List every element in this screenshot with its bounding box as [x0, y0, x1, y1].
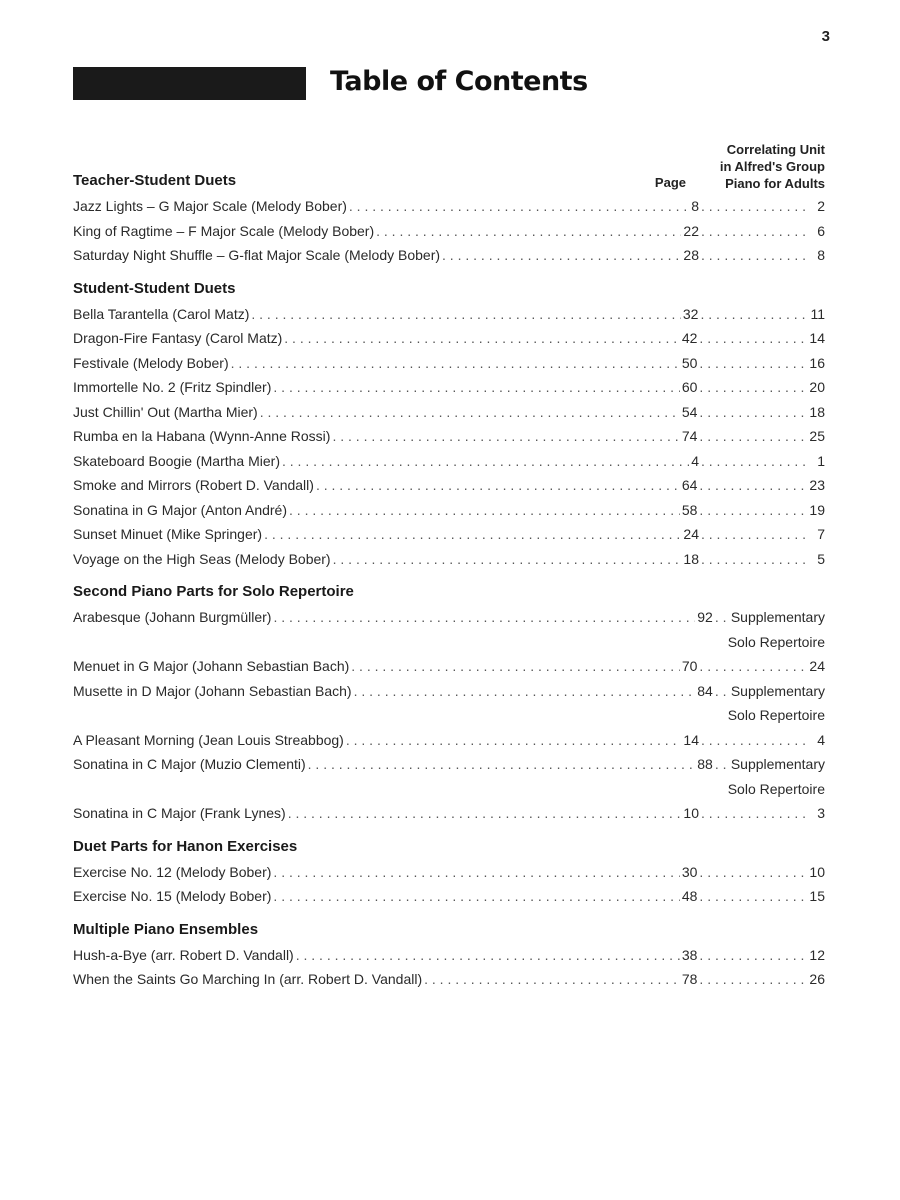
entry-page-number: 22: [683, 222, 699, 239]
dot-leader: [699, 326, 807, 351]
dot-leader: [316, 473, 680, 498]
entry-title: King of Ragtime – F Major Scale (Melody Bober): [73, 222, 375, 239]
entry-title: Just Chillin' Out (Martha Mier): [73, 403, 258, 420]
toc-entry[interactable]: [73, 728, 825, 753]
dot-leader: [273, 375, 679, 400]
entry-correlating-unit: 24: [809, 658, 825, 674]
entry-correlating-unit: 7: [817, 526, 825, 542]
entry-page-number: 84: [697, 682, 713, 699]
entry-correlating-unit: 11: [810, 305, 825, 322]
dot-leader: [699, 943, 807, 968]
page-column-header: Page: [654, 175, 686, 190]
dot-leader: [231, 351, 680, 376]
entry-page-number: 92: [697, 609, 713, 625]
toc-entry[interactable]: [73, 884, 825, 909]
entry-title: Skateboard Boogie (Martha Mier): [73, 452, 280, 469]
entry-correlating-unit: 3: [817, 805, 825, 821]
entry-correlating-unit: 4: [817, 731, 825, 748]
entry-page-number: 64: [681, 477, 698, 493]
entry-correlating-unit: 1: [817, 452, 825, 469]
entry-page-number: 78: [681, 971, 698, 987]
toc-entry[interactable]: [73, 752, 825, 777]
toc-entry[interactable]: [73, 194, 825, 219]
dot-leader: [284, 326, 680, 351]
dot-leader: [701, 522, 809, 547]
entry-correlating-unit-continued: Solo Repertoire: [727, 633, 825, 650]
entry-title: Sonatina in C Major (Muzio Clementi): [73, 756, 306, 772]
section-heading: Multiple Piano Ensembles: [73, 920, 259, 938]
dot-leader: [288, 801, 682, 826]
entry-correlating-unit: 26: [809, 971, 825, 987]
toc-section: [73, 834, 825, 909]
dot-leader: [699, 351, 807, 376]
dot-leader: [251, 302, 681, 327]
entry-title: Menuet in G Major (Johann Sebastian Bach): [73, 658, 350, 674]
entry-page-number: 74: [681, 428, 698, 444]
entry-correlating-unit: 16: [809, 354, 825, 371]
toc-entry[interactable]: [73, 449, 825, 474]
correlating-header-line: Correlating Unit: [726, 142, 825, 157]
dot-leader: [354, 679, 696, 704]
dot-leader: [289, 498, 680, 523]
dot-leader: [296, 943, 680, 968]
entry-title: Smoke and Mirrors (Robert D. Vandall): [73, 477, 314, 493]
dot-leader: [351, 654, 680, 679]
entry-title: Sonatina in G Major (Anton André): [73, 501, 288, 518]
entry-title: Exercise No. 12 (Melody Bober): [73, 863, 272, 880]
entry-correlating-unit: 10: [809, 863, 825, 880]
entry-page-number: 14: [683, 731, 699, 748]
entry-page-number: 48: [681, 888, 698, 904]
entry-title: Festivale (Melody Bober): [73, 354, 229, 371]
dot-leader: [701, 801, 809, 826]
section-heading: Second Piano Parts for Solo Repertoire: [73, 583, 354, 600]
dot-leader: [701, 243, 809, 268]
dot-leader: [701, 219, 809, 244]
toc-entry[interactable]: [73, 522, 825, 547]
toc-entry[interactable]: [73, 243, 825, 268]
entry-correlating-unit: 19: [809, 501, 825, 518]
entry-correlating-unit: 25: [809, 428, 825, 444]
entry-page-number: 4: [691, 452, 699, 469]
entry-page-number: 88: [697, 756, 713, 772]
dot-leader: [333, 547, 682, 572]
entry-title: Immortelle No. 2 (Fritz Spindler): [73, 379, 272, 395]
dot-leader: [332, 424, 679, 449]
page-title: Table of Contents: [330, 66, 588, 97]
entry-correlating-unit: 20: [809, 379, 825, 395]
toc-entry[interactable]: [73, 424, 825, 449]
dot-leader: [701, 728, 809, 753]
dot-leader: [273, 605, 695, 630]
section-heading: Student-Student Duets: [73, 279, 236, 297]
table-of-contents: [73, 168, 825, 1000]
toc-section: [73, 917, 825, 992]
entry-correlating-unit: 15: [809, 888, 825, 904]
entry-correlating-unit: Supplementary: [730, 609, 825, 625]
entry-correlating-unit: 2: [817, 198, 825, 214]
dot-leader: [349, 194, 689, 219]
entry-page-number: 30: [681, 863, 698, 880]
entry-page-number: 60: [681, 379, 698, 395]
toc-entry[interactable]: [73, 605, 825, 630]
entry-title: Rumba en la Habana (Wynn-Anne Rossi): [73, 428, 331, 444]
dot-leader: [442, 243, 681, 268]
entry-title: Sunset Minuet (Mike Springer): [73, 526, 263, 542]
toc-entry[interactable]: [73, 498, 825, 523]
entry-title: A Pleasant Morning (Jean Louis Streabbog): [73, 731, 344, 748]
entry-title: Jazz Lights – G Major Scale (Melody Bober): [73, 198, 347, 214]
toc-entry[interactable]: [73, 679, 825, 704]
entry-page-number: 54: [681, 403, 698, 420]
toc-entry[interactable]: [73, 326, 825, 351]
entry-page-number: 50: [681, 354, 698, 371]
dot-leader: [424, 967, 680, 992]
toc-entry[interactable]: [73, 219, 825, 244]
entry-correlating-unit: 6: [817, 222, 825, 239]
entry-correlating-unit: 12: [809, 946, 825, 963]
dot-leader: [264, 522, 681, 547]
toc-entry[interactable]: [73, 351, 825, 376]
entry-correlating-unit: 8: [817, 247, 825, 263]
dot-leader: [715, 752, 729, 777]
section-heading: Teacher-Student Duets: [73, 172, 237, 189]
entry-title: Voyage on the High Seas (Melody Bober): [73, 550, 331, 567]
entry-correlating-unit: 5: [817, 550, 825, 567]
section-heading: Duet Parts for Hanon Exercises: [73, 837, 298, 855]
dot-leader: [699, 375, 807, 400]
dot-leader: [699, 498, 807, 523]
entry-page-number: 32: [682, 305, 699, 322]
toc-entry[interactable]: [73, 943, 825, 968]
dot-leader: [715, 679, 729, 704]
entry-page-number: 8: [691, 198, 699, 214]
toc-entry[interactable]: [73, 967, 825, 992]
correlating-header-line: in Alfred's Group: [719, 159, 825, 174]
dot-leader: [282, 449, 689, 474]
dot-leader: [699, 473, 807, 498]
dot-leader: [273, 884, 679, 909]
dot-leader: [260, 400, 680, 425]
toc-section: [73, 168, 825, 268]
toc-section: [73, 276, 825, 572]
title-decoration-bar: [73, 67, 306, 100]
toc-entry[interactable]: [73, 473, 825, 498]
dot-leader: [699, 654, 807, 679]
entry-title: Sonatina in C Major (Frank Lynes): [73, 805, 286, 821]
dot-leader: [376, 219, 681, 244]
dot-leader: [699, 884, 807, 909]
toc-entry[interactable]: [73, 654, 825, 679]
dot-leader: [700, 302, 808, 327]
entry-title: Dragon-Fire Fantasy (Carol Matz): [73, 330, 283, 346]
entry-page-number: 42: [681, 330, 698, 346]
entry-title: Arabesque (Johann Burgmüller): [73, 609, 272, 625]
page-number: 3: [821, 28, 830, 45]
entry-page-number: 24: [683, 526, 699, 542]
dot-leader: [308, 752, 696, 777]
dot-leader: [699, 967, 807, 992]
entry-title: Musette in D Major (Johann Sebastian Bach): [73, 682, 352, 699]
entry-page-number: 70: [681, 658, 698, 674]
entry-correlating-unit: 18: [809, 403, 825, 420]
dot-leader: [701, 449, 809, 474]
entry-title: Hush-a-Bye (arr. Robert D. Vandall): [73, 946, 294, 963]
entry-title: Exercise No. 15 (Melody Bober): [73, 888, 272, 904]
entry-page-number: 58: [681, 501, 698, 518]
entry-title: Saturday Night Shuffle – G-flat Major Scale (Melody Bober): [73, 247, 441, 263]
entry-page-number: 28: [683, 247, 699, 263]
dot-leader: [699, 400, 807, 425]
dot-leader: [701, 547, 809, 572]
entry-title: Bella Tarantella (Carol Matz): [73, 305, 250, 322]
entry-title: When the Saints Go Marching In (arr. Robert D. Vandall): [73, 971, 423, 987]
entry-page-number: 10: [683, 805, 699, 821]
toc-section: [73, 579, 825, 826]
entry-correlating-unit: Supplementary: [730, 682, 825, 699]
entry-page-number: 38: [681, 946, 698, 963]
toc-entry[interactable]: [73, 375, 825, 400]
dot-leader: [273, 860, 679, 885]
dot-leader: [715, 605, 729, 630]
dot-leader: [699, 860, 807, 885]
dot-leader: [346, 728, 682, 753]
entry-correlating-unit-continued: Solo Repertoire: [727, 780, 825, 797]
entry-correlating-unit-continued: Solo Repertoire: [727, 707, 825, 723]
entry-correlating-unit: Supplementary: [730, 756, 825, 772]
toc-entry[interactable]: [73, 860, 825, 885]
dot-leader: [701, 194, 809, 219]
toc-entry[interactable]: [73, 302, 825, 327]
toc-entry[interactable]: [73, 400, 825, 425]
toc-entry[interactable]: [73, 547, 825, 572]
entry-correlating-unit: 14: [809, 330, 825, 346]
correlating-header-line: Piano for Adults: [725, 176, 825, 191]
entry-page-number: 18: [683, 550, 699, 567]
toc-entry[interactable]: [73, 801, 825, 826]
dot-leader: [699, 424, 807, 449]
entry-correlating-unit: 23: [809, 477, 825, 493]
